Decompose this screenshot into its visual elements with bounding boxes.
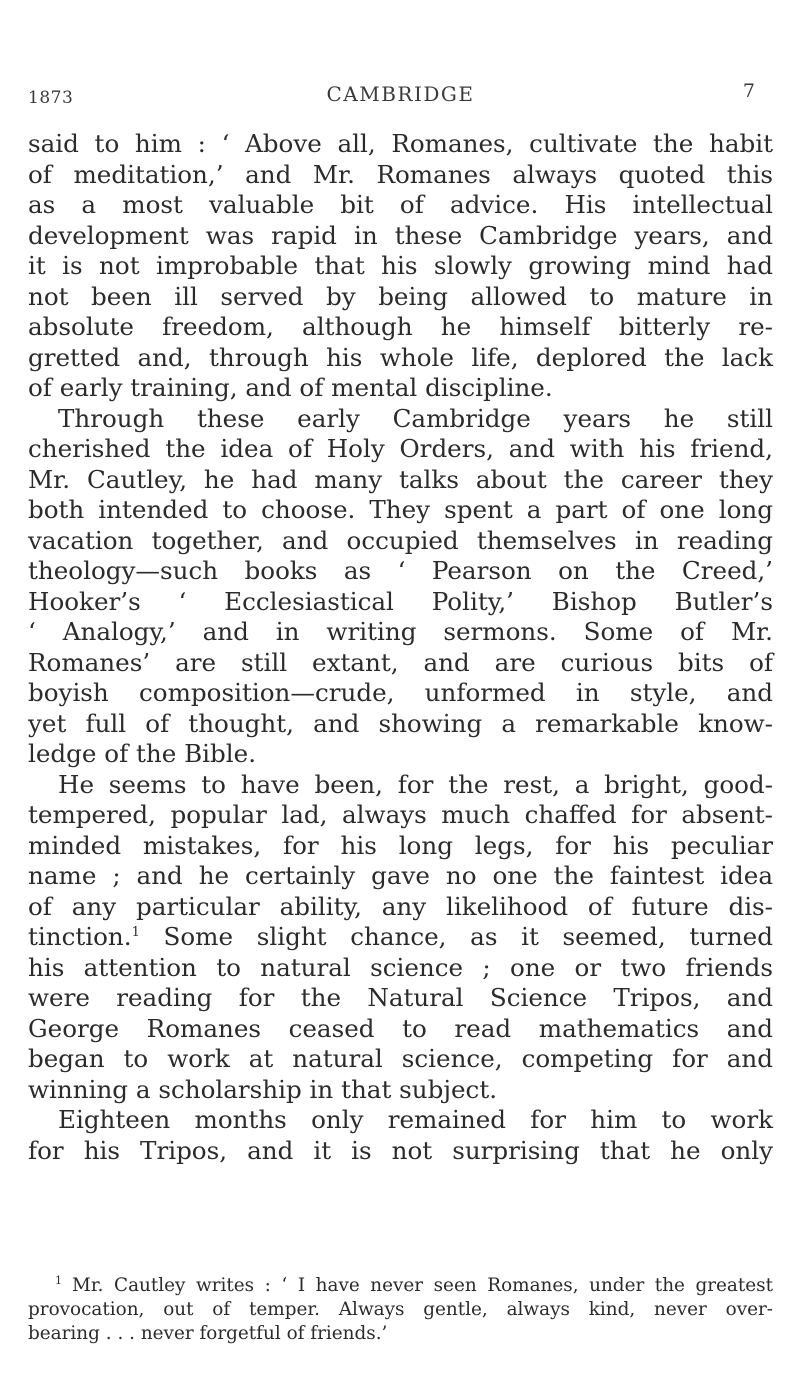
text-line: his attention to natural science ; one or two friends bbox=[28, 952, 773, 982]
running-header bbox=[28, 82, 773, 122]
footnote-line bbox=[28, 1274, 773, 1298]
text-line: theology—such books as ‘ Pearson on the Creed,’ bbox=[28, 556, 773, 585]
text-line: George Romanes ceased to read mathematics and bbox=[28, 1013, 773, 1043]
text-line: yet full of thought, and showing a remarkable know- bbox=[28, 708, 773, 738]
text-line: for his Tripos, and it is not surprising that he only bbox=[28, 1135, 773, 1165]
footnote-line: provocation, out of temper. Always gentle, always kind, never over- bbox=[28, 1299, 773, 1320]
text-line: absolute freedom, although he himself bitterly re- bbox=[28, 312, 773, 341]
footnote-marker: 1 bbox=[55, 1273, 62, 1287]
text-line: name ; and he certainly gave no one the faintest idea bbox=[28, 861, 773, 890]
text-line: He seems to have been, for the rest, a bright, good- bbox=[58, 769, 773, 799]
text-line: boyish composition—crude, unformed in style, and bbox=[28, 678, 773, 707]
footnote-text: Mr. Cautley writes : ‘ I have never seen Romanes, under the greatest bbox=[72, 1275, 773, 1296]
text-line: it is not improbable that his slowly growing mind had bbox=[28, 251, 773, 280]
text-line: winning a scholarship in that subject. bbox=[28, 1074, 498, 1104]
text-line: Mr. Cautley, he had many talks about the career they bbox=[28, 464, 773, 494]
text-line: Eighteen months only remained for him to work bbox=[58, 1105, 773, 1134]
text-line: Romanes’ are still extant, and are curious bits of bbox=[28, 647, 773, 677]
text-fragment: Some slight chance, as it seemed, turned bbox=[163, 922, 773, 951]
text-line: said to him : ‘ Above all, Romanes, cultivate the habit bbox=[28, 129, 773, 158]
footnote-reference: 1 bbox=[131, 924, 140, 940]
text-line: vacation together, and occupied themselves in reading bbox=[28, 525, 773, 555]
text-line: minded mistakes, for his long legs, for his peculiar bbox=[28, 830, 773, 860]
text-line: both intended to choose. They spent a part of one long bbox=[28, 495, 773, 524]
text-line: cherished the idea of Holy Orders, and with his friend, bbox=[28, 434, 773, 463]
body-text bbox=[28, 129, 773, 1166]
text-line: Through these early Cambridge years he still bbox=[58, 403, 773, 433]
header-year: 1873 bbox=[28, 88, 74, 108]
text-line: of meditation,’ and Mr. Romanes always quoted this bbox=[28, 159, 773, 189]
text-line: as a most valuable bit of advice. His intellectual bbox=[28, 190, 773, 219]
text-fragment: tinction. bbox=[28, 922, 132, 951]
text-line: development was rapid in these Cambridge years, and bbox=[28, 220, 773, 250]
text-line: Hooker’s ‘ Ecclesiastical Polity,’ Bishop Butler’s bbox=[28, 586, 773, 616]
text-line: began to work at natural science, competing for and bbox=[28, 1044, 773, 1073]
text-line: of early training, and of mental discipline. bbox=[28, 373, 553, 402]
text-line: were reading for the Natural Science Tripos, and bbox=[28, 983, 773, 1012]
text-line: ‘ Analogy,’ and in writing sermons. Some of Mr. bbox=[28, 617, 773, 646]
text-line: gretted and, through his whole life, deplored the lack bbox=[28, 342, 773, 372]
header-title: CAMBRIDGE bbox=[326, 82, 475, 106]
footnote bbox=[28, 1274, 773, 1346]
text-line: not been ill served by being allowed to mature in bbox=[28, 281, 773, 311]
text-line: of any particular ability, any likelihood of future dis- bbox=[28, 891, 773, 921]
text-line: ledge of the Bible. bbox=[28, 739, 257, 768]
footnote-line: bearing . . . never forgetful of friends.’ bbox=[28, 1323, 388, 1344]
text-line-with-footnote-ref bbox=[28, 922, 773, 953]
page-number: 7 bbox=[742, 80, 755, 102]
text-line: tempered, popular lad, always much chaffed for absent- bbox=[28, 800, 773, 829]
